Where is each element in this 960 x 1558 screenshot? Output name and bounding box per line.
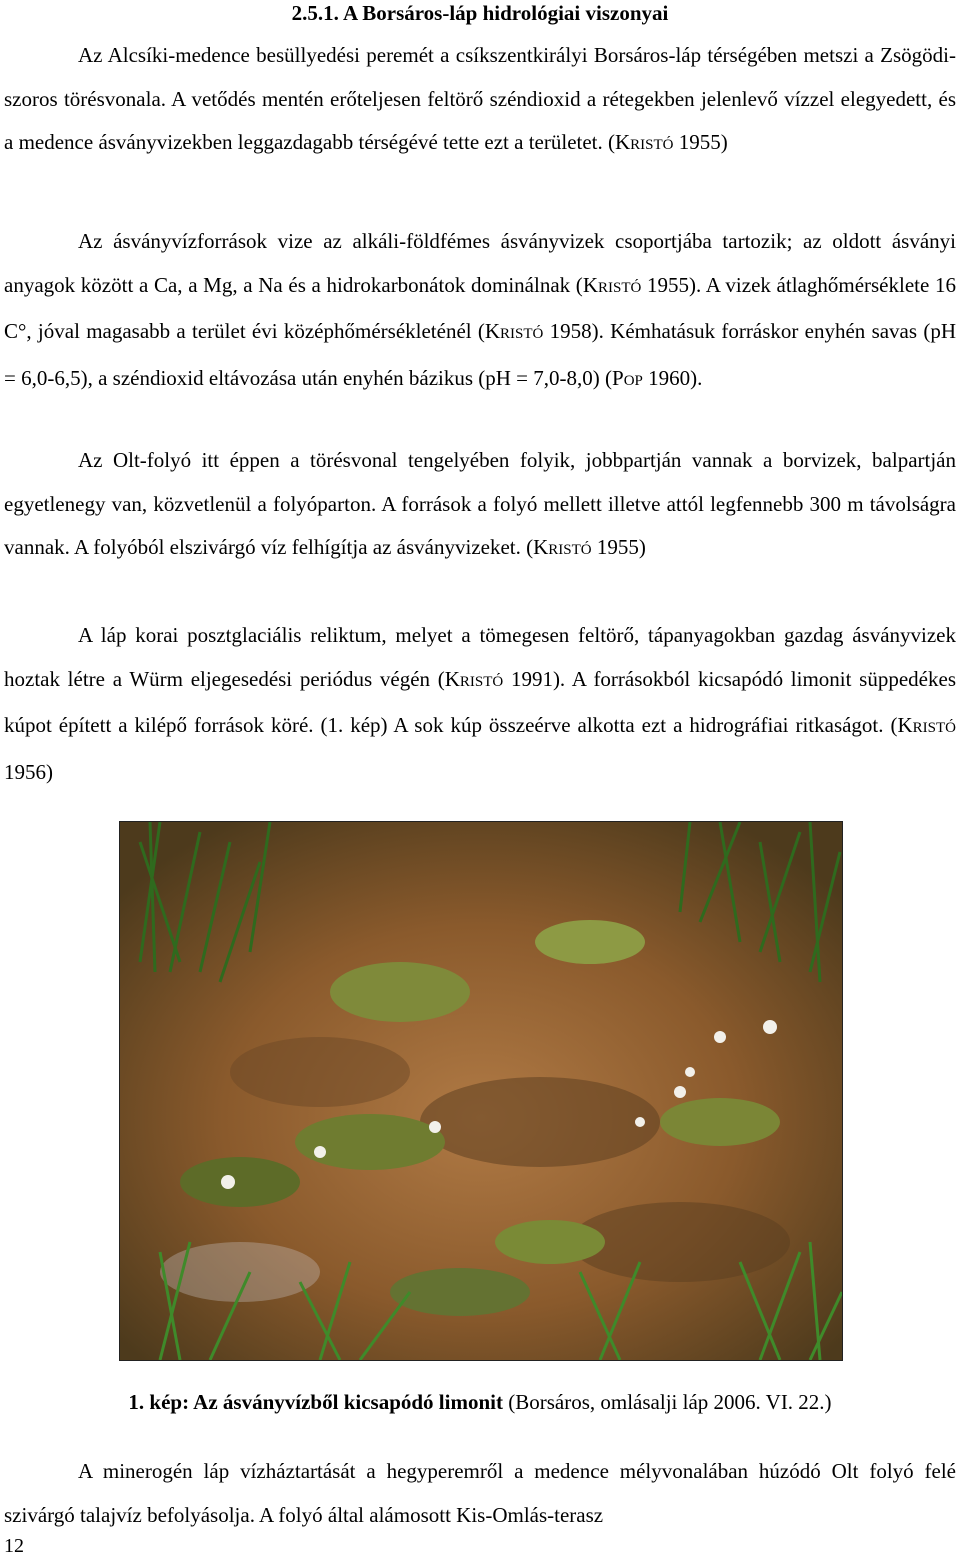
photo-caption (0, 1389, 960, 1415)
caption-title: 1. kép: Az ásványvízből kicsapódó limonit (128, 1390, 503, 1414)
citation-kristo: KRISTÓ (897, 713, 956, 738)
citation-kristo: KRISTÓ (444, 666, 504, 691)
paragraph-1: Az Alcsíki-medence besüllyedési peremét a csíkszentkirályi Borsáros-láp térségében metszi a Zsögödi-szoros törésvonala. A vetődés mentén erőteljesen feltörő széndioxid a rétegekben jelenlevő vízzel elegyedett, és a medence ásványvizekben leggazdagabb térségévé tette ezt a területet. (KRISTÓ 1955) (4, 43, 956, 155)
paragraph-3: Az Olt-folyó itt éppen a törésvonal tengelyében folyik, jobbpartján vannak a borvizek, balpartján egyetlenegy van, közvetlenül a folyóparton. A források a folyó mellett illetve attól legfennebb 300 m távolságra vannak. A folyóból elszivárgó víz felhígítja az ásványvizeket. (KRISTÓ 1955) (4, 448, 956, 560)
citation-kristo: KRISTÓ (484, 319, 544, 344)
citation-kristo: KRISTÓ (582, 272, 642, 297)
section-heading: 2.5.1. A Borsáros-láp hidrológiai viszonyai (291, 1, 669, 25)
paragraph-5: A minerogén láp vízháztartását a hegyperemről a medence mélyvonalában húzódó Olt folyó felé szivárgó talajvíz befolyásolja. A folyó által alámosott Kis-Omlás-terasz (4, 1459, 956, 1527)
caption-details: (Borsáros, omlásalji láp 2006. VI. 22.) (502, 1390, 832, 1414)
paragraph-4: A láp korai posztglaciális reliktum, melyet a tömegesen feltörő, tápanyagokban gazdag ásványvizek hoztak létre a Würm eljegesedési periódus végén (KRISTÓ 1991). A forrásokból kicsapódó limonit süppedékes kúpot épített a kilépő források köré. (1. kép) A sok kúp összeérve alkotta ezt a hidrográfiai ritkaságot. (KRISTÓ 1956) (4, 623, 956, 784)
citation-pop: POP (612, 365, 643, 390)
citation-kristo: KRISTÓ (615, 130, 674, 155)
paragraph-2: Az ásványvízforrások vize az alkáli-földfémes ásványvizek csoportjába tartozik; az oldott ásványi anyagok között a Ca, a Mg, a Na és a hidrokarbonátok dominálnak (KRISTÓ 1955). A vizek átlaghőmérséklete 16 C°, jóval magasabb a terület évi középhőmérsékleténél (KRISTÓ 1958). Kémhatásuk forráskor enyhén savas (pH = 6,0-6,5), a széndioxid eltávozása után enyhén bázikus (pH = 7,0-8,0) (POP 1960). (4, 229, 956, 390)
limonite-bog-photo (119, 821, 843, 1361)
paragraph-1-text: Az Alcsíki-medence besüllyedési peremét a csíkszentkirályi Borsáros-láp térségében metszi a Zsögödi-szoros törésvonala. A vetődés mentén erőteljesen feltörő széndioxid a rétegekben jelenlevő vízzel elegyedett, és a medence ásványvizekben leggazdagabb térségévé tette ezt a területet. ( (4, 43, 956, 155)
page-number: 12 (4, 1535, 24, 1557)
citation-kristo: KRISTÓ (533, 535, 592, 560)
